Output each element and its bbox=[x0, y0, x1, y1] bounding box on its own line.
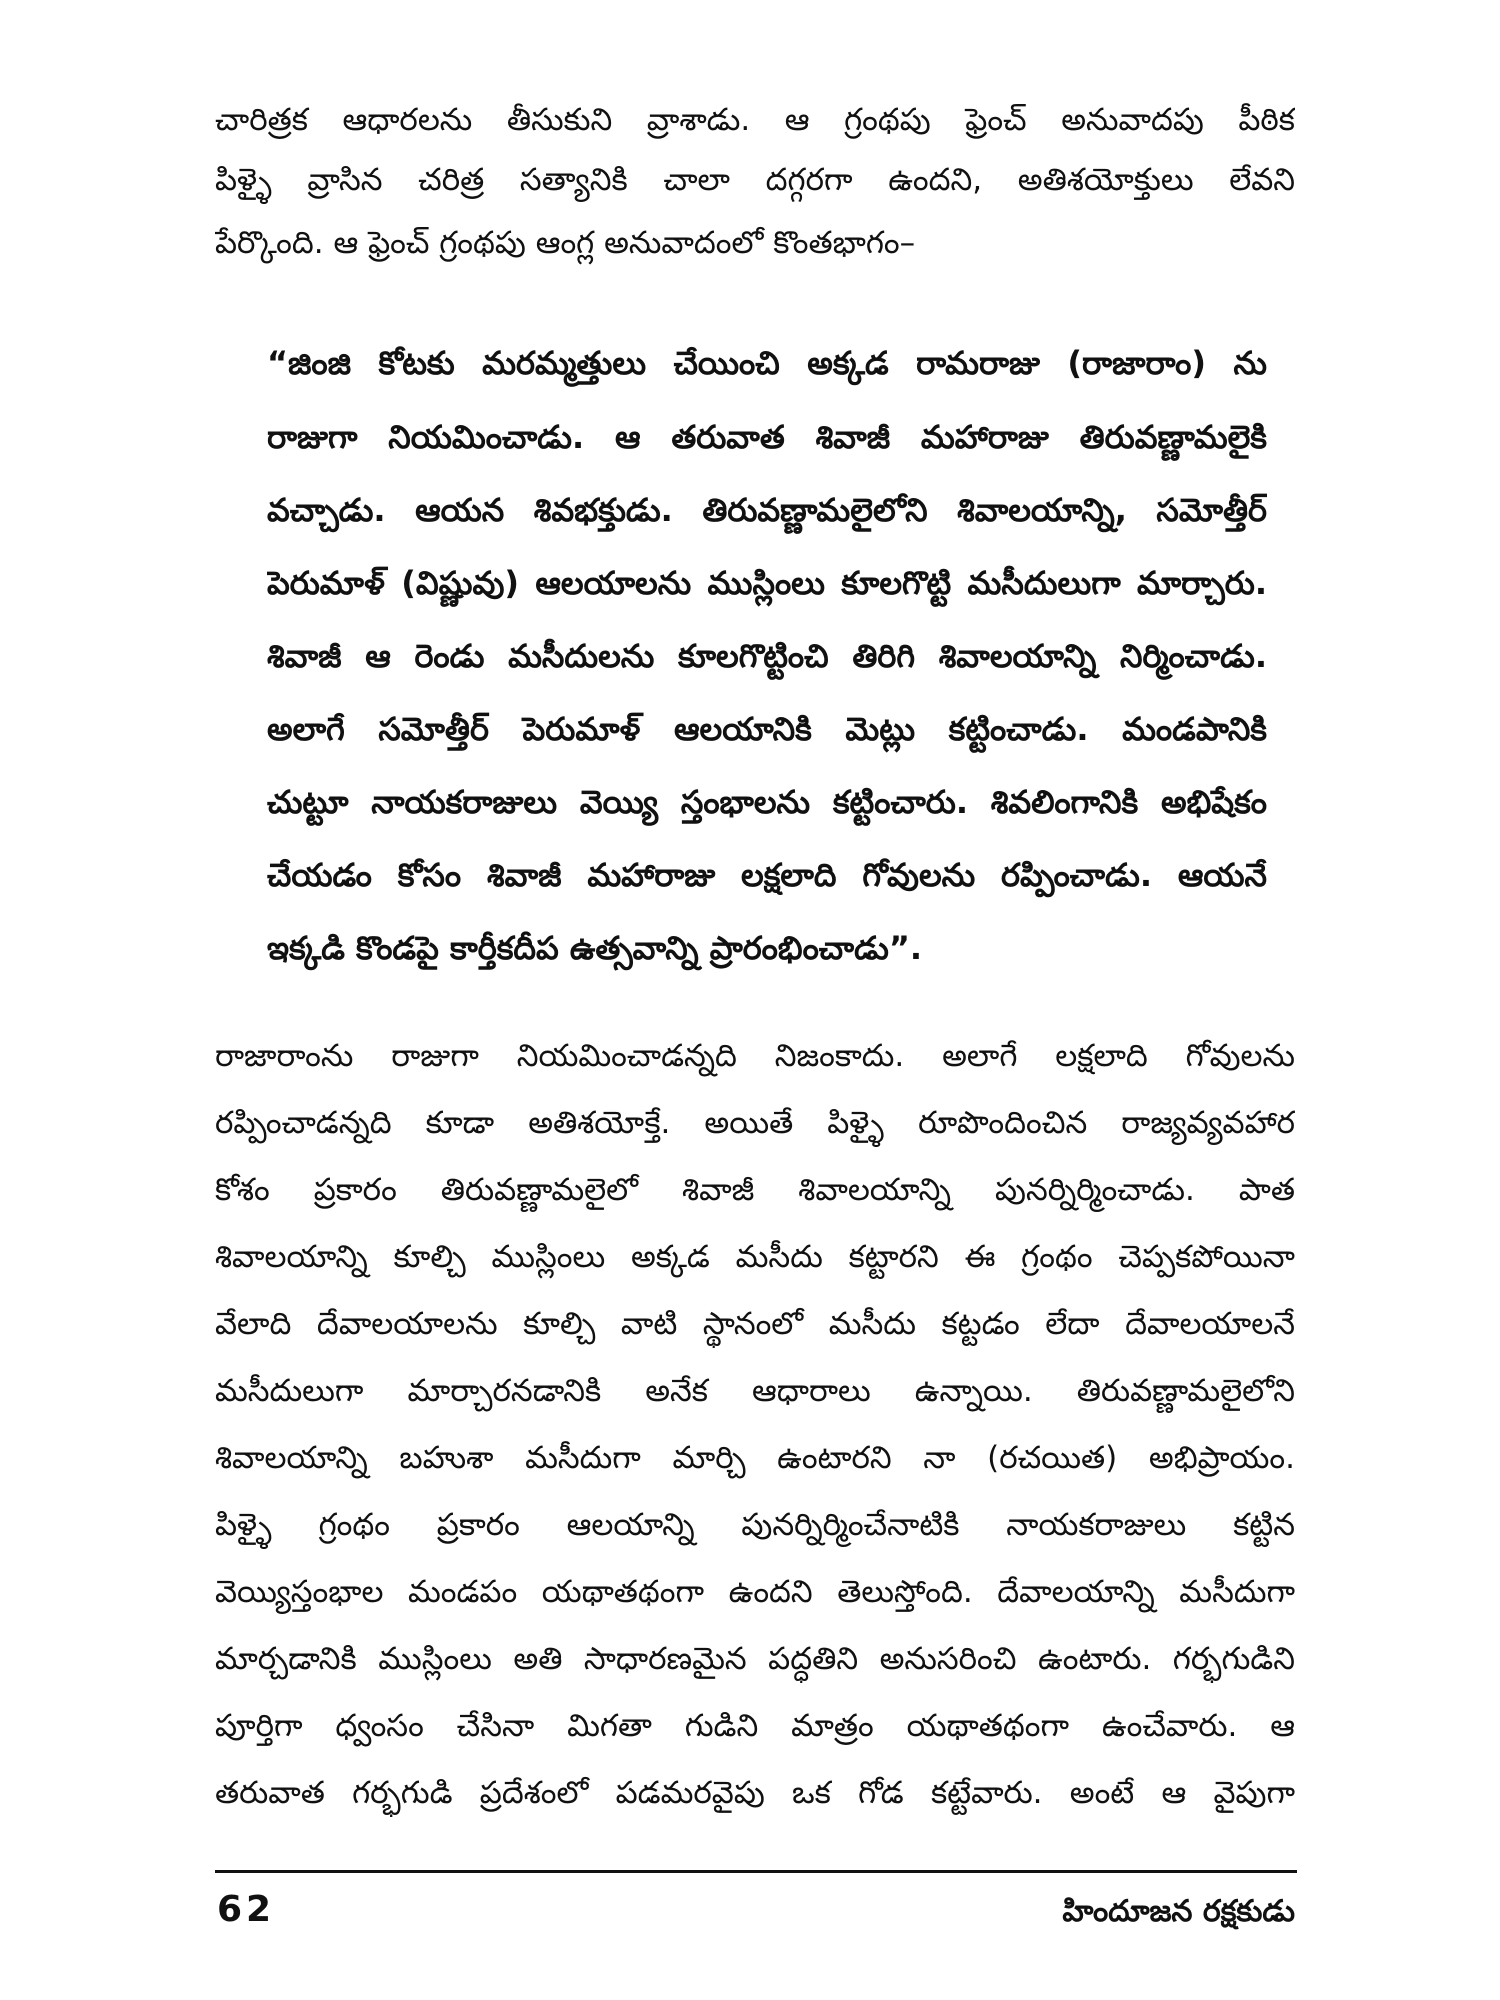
text-line: చారిత్రక ఆధారలను తీసుకుని వ్రాశాడు. ఆ గ్రంథపు ఫ్రెంచ్ అనువాదపు పీఠిక bbox=[215, 102, 1295, 138]
text-line: శివాలయాన్ని కూల్చి ముస్లింలు అక్కడ మసీదు కట్టారని ఈ గ్రంథం చెప్పకపోయినా bbox=[215, 1239, 1295, 1275]
quote-line: ఇక్కడి కొండపై కార్తీకదీప ఉత్సవాన్ని ప్రారంభించాడు”. bbox=[267, 929, 923, 967]
quote-line: చుట్టూ నాయకరాజులు వెయ్యి స్తంభాలను కట్టించారు. శివలింగానికి అభిషేకం bbox=[267, 783, 1267, 821]
text-line: తరువాత గర్భగుడి ప్రదేశంలో పడమరవైపు ఒక గోడ కట్టేవారు. అంటే ఆ వైపుగా bbox=[215, 1775, 1295, 1811]
text-line: పేర్కొంది. ఆ ఫ్రెంచ్ గ్రంథపు ఆంగ్ల అనువాదంలో కొంతభాగం– bbox=[215, 225, 916, 261]
quote-line: శివాజీ ఆ రెండు మసీదులను కూలగొట్టించి తిరిగి శివాలయాన్ని నిర్మించాడు. bbox=[267, 637, 1267, 675]
text-line: వెయ్యిస్తంభాల మండపం యథాతథంగా ఉందని తెలుస్తోంది. దేవాలయాన్ని మసీదుగా bbox=[215, 1574, 1295, 1610]
text-line: మార్చడానికి ముస్లింలు అతి సాధారణమైన పద్ధతిని అనుసరించి ఉంటారు. గర్భగుడిని bbox=[215, 1641, 1295, 1677]
quote-line: రాజుగా నియమించాడు. ఆ తరువాత శివాజీ మహారాజు తిరువణ్ణామలైకి bbox=[267, 418, 1267, 456]
footer-divider bbox=[215, 1870, 1297, 1873]
text-line: రాజారాంను రాజుగా నియమించాడన్నది నిజంకాదు. అలాగే లక్షలాది గోవులను bbox=[215, 1038, 1295, 1074]
text-line: పిళ్ళై గ్రంథం ప్రకారం ఆలయాన్ని పునర్నిర్మించేనాటికి నాయకరాజులు కట్టిన bbox=[215, 1507, 1295, 1543]
quote-line: “జింజి కోటకు మరమ్మత్తులు చేయించి అక్కడ రామరాజు (రాజారాం) ను bbox=[267, 344, 1267, 382]
text-line: కోశం ప్రకారం తిరువణ్ణామలైలో శివాజీ శివాలయాన్ని పునర్నిర్మించాడు. పాత bbox=[215, 1172, 1295, 1208]
text-line: రప్పించాడన్నది కూడా అతిశయోక్తే. అయితే పిళ్ళై రూపొందించిన రాజ్యవ్యవహార bbox=[215, 1105, 1295, 1141]
text-line: శివాలయాన్ని బహుశా మసీదుగా మార్చి ఉంటారని నా (రచయిత) అభిప్రాయం. bbox=[215, 1440, 1295, 1476]
running-title: హిందూజన రక్షకుడు bbox=[1062, 1894, 1295, 1929]
quote-line: అలాగే సమోత్తీర్ పెరుమాళ్ ఆలయానికి మెట్లు కట్టించాడు. మండపానికి bbox=[267, 710, 1267, 748]
quote-line: పెరుమాళ్ (విష్ణువు) ఆలయాలను ముస్లింలు కూలగొట్టి మసీదులుగా మార్చారు. bbox=[267, 564, 1267, 602]
text-line: మసీదులుగా మార్చారనడానికి అనేక ఆధారాలు ఉన్నాయి. తిరువణ్ణామలైలోని bbox=[215, 1373, 1295, 1409]
quote-line: వచ్చాడు. ఆయన శివభక్తుడు. తిరువణ్ణామలైలోని శివాలయాన్ని, సమోత్తీర్ bbox=[267, 491, 1267, 529]
quote-line: చేయడం కోసం శివాజీ మహారాజు లక్షలాది గోవులను రప్పించాడు. ఆయనే bbox=[267, 856, 1267, 894]
page-number: 62 bbox=[217, 1889, 276, 1930]
text-line: పూర్తిగా ధ్వంసం చేసినా మిగతా గుడిని మాత్రం యథాతథంగా ఉంచేవారు. ఆ bbox=[215, 1708, 1295, 1744]
text-line: పిళ్ళై వ్రాసిన చరిత్ర సత్యానికి చాలా దగ్గరగా ఉందని, అతిశయోక్తులు లేవని bbox=[215, 162, 1295, 198]
text-line: వేలాది దేవాలయాలను కూల్చి వాటి స్థానంలో మసీదు కట్టడం లేదా దేవాలయాలనే bbox=[215, 1306, 1295, 1342]
